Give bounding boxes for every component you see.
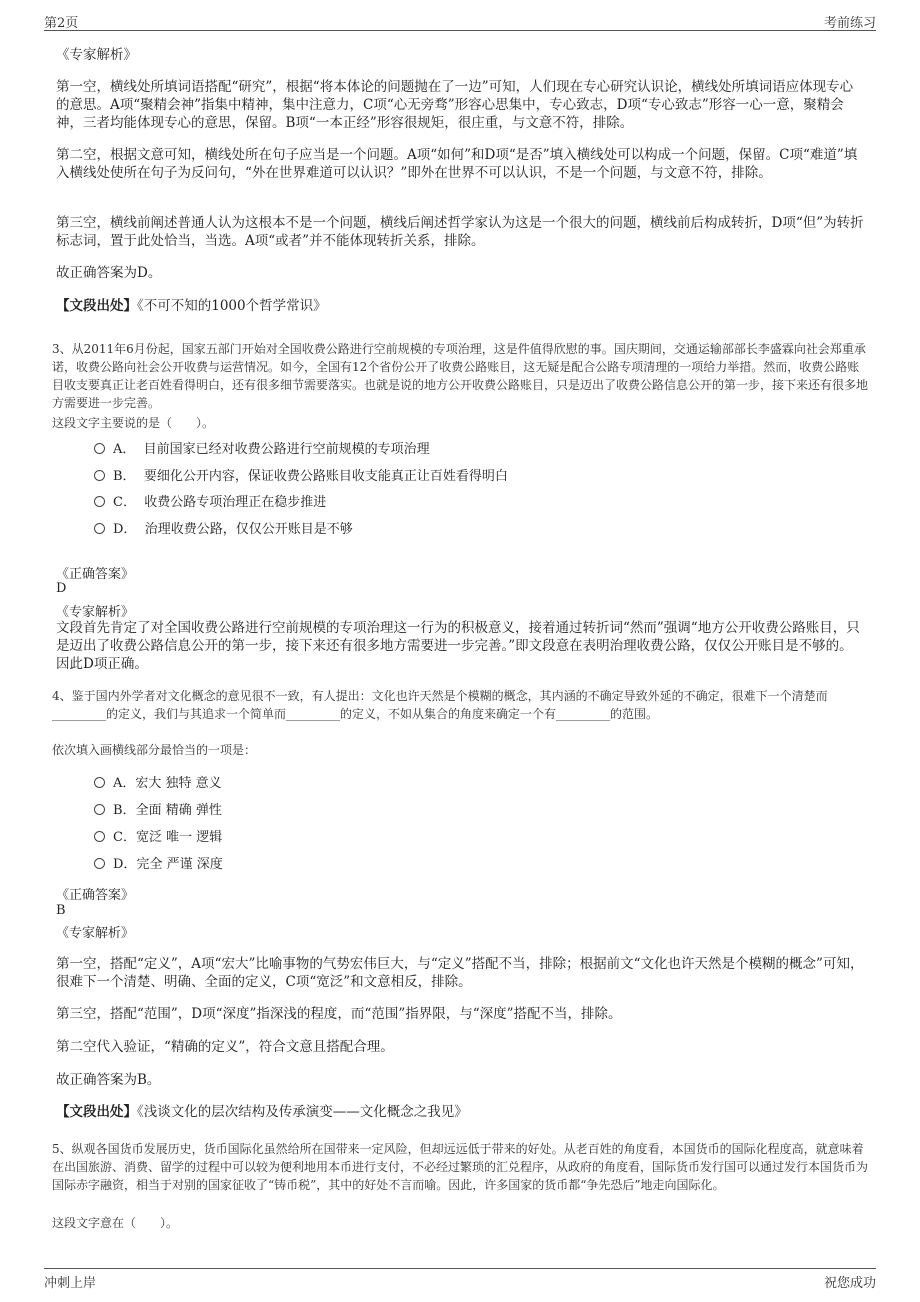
radio-icon[interactable] <box>94 496 105 507</box>
source <box>56 297 866 315</box>
page-footer <box>44 1268 876 1293</box>
question-prompt: 依次填入画横线部分最恰当的一项是： <box>52 743 257 757</box>
radio-icon[interactable] <box>94 804 105 815</box>
analysis-paragraph: 第三空，搭配“范围”，D项“深度”指深浅的程度，而“范围”指界限，与“深度”搭配不当，排除。 <box>56 1006 622 1022</box>
conclusion: 故正确答案为D。 <box>56 265 162 281</box>
radio-icon[interactable] <box>94 777 105 788</box>
option-c[interactable]: C．宽泛 唯一 逻辑 <box>94 829 222 847</box>
analysis-paragraph: 文段首先肯定了对全国收费公路进行空前规模的专项治理这一行为的积极意义，接着通过转折词“然而”强调“地方公开收费公路账目，只是迈出了收费公路信息公开的第一步，接下来还有很多地方需要进一步完善。”即文段意在表明治理收费公路，仅仅公开账目是不够的。因此D项正确。 <box>56 620 860 672</box>
source-text: 《浅谈文化的层次结构及传承演变——文化概念之我见》 <box>137 1104 468 1120</box>
analysis-paragraph: 第三空，横线前阐述普通人认为这根本不是一个问题，横线后阐述哲学家认为这是一个很大的问题，横线前后构成转折，D项“但”为转折标志词，置于此处恰当，当选。A项“或者”并不能体现转折关系，排除。 <box>56 215 864 249</box>
footer-right: 祝您成功 <box>823 1276 876 1291</box>
radio-icon[interactable] <box>94 470 105 481</box>
answer-value: D <box>56 581 67 596</box>
question-prompt: 这段文字意在（ ）。 <box>52 1216 179 1230</box>
conclusion: 故正确答案为B。 <box>56 1072 161 1088</box>
analysis-paragraph: 第二空，根据文意可知，横线处所在句子应当是一个问题。A项“如何”和D项“是否”填入横线处可以构成一个问题，保留。C项“难道”填入横线处使所在句子为反问句，“外在世界难道可以认识？”即外在世界不可以认识，不是一个问题，与文意不符，排除。 <box>56 147 858 181</box>
option-b[interactable]: B．全面 精确 弹性 <box>94 802 222 820</box>
option-a[interactable]: A．宏大 独特 意义 <box>94 775 222 793</box>
source-label: 【文段出处】 <box>56 298 137 314</box>
option-c[interactable]: C． 收费公路专项治理正在稳步推进 <box>94 494 326 512</box>
answer-value: B <box>56 903 66 918</box>
analysis-paragraph: 第一空，搭配“定义”，A项“宏大”比喻事物的气势宏伟巨大，与“定义”搭配不当，排除；根据前文“文化也许天然是个模糊的概念”可知，很难下一个清楚、明确、全面的定义，C项“宽泛”和文意相反，排除。 <box>56 956 864 990</box>
question-stem: 5、纵观各国货币发展历史，货币国际化虽然给所在国带来一定风险，但却远远低于带来的好处。从老百姓的角度看，本国货币的国际化程度高，就意味着在出国旅游、消费、留学的过程中可以较为便利地用本币进行支付，不必经过繁琐的汇兑程序，从政府的角度看，国际货币发行国可以通过发行本国货币为国际赤字融资，相当于对别的国家征收了“铸币税”，其中的好处不言而喻。因此，许多国家的货币都“争先恐后”地走向国际化。 <box>52 1142 869 1192</box>
option-d[interactable]: D． 治理收费公路，仅仅公开账目是不够 <box>94 521 353 539</box>
source-text: 《不可不知的1000个哲学常识》 <box>137 298 327 314</box>
analysis-label: 《专家解析》 <box>56 47 137 63</box>
question-prompt: 这段文字主要说的是（ ）。 <box>52 416 215 430</box>
analysis-paragraph: 第一空，横线处所填词语搭配“研究”，根据“将本体论的问题抛在了一边”可知，人们现在专心研究认识论，横线处所填词语应体现专心的意思。A项“聚精会神”指集中精神，集中注意力，C项“心无旁骛”形容心思集中，专心致志，D项“专心致志”形容一心一意，聚精会神，三者均能体现专心的意思，保留。B项“一本正经”形容很规矩，很庄重，与文意不符，排除。 <box>56 79 854 131</box>
source-label: 【文段出处】 <box>56 1104 137 1120</box>
question-stem: 4、鉴于国内外学者对文化概念的意见很不一致，有人提出：文化也许天然是个模糊的概念，其内涵的不确定导致外延的不确定，很难下一个清楚而_________的定义，我们与其追求一个简单而_________的定义，不如从集合的角度来确定一个有_________的范围。 <box>52 689 828 721</box>
option-d[interactable]: D．完全 严谨 深度 <box>94 856 223 874</box>
radio-icon[interactable] <box>94 831 105 842</box>
radio-icon[interactable] <box>94 443 105 454</box>
page-header <box>44 10 876 31</box>
option-b[interactable]: B． 要细化公开内容，保证收费公路账目收支能真正让百姓看得明白 <box>94 468 508 486</box>
option-a[interactable]: A． 目前国家已经对收费公路进行空前规模的专项治理 <box>94 441 430 459</box>
answer-label: 《正确答案》 <box>56 567 135 582</box>
radio-icon[interactable] <box>94 523 105 534</box>
footer-left: 冲刺上岸 <box>44 1276 97 1291</box>
header-title: 考前练习 <box>823 16 876 31</box>
analysis-label: 《专家解析》 <box>56 605 135 620</box>
answer-label: 《正确答案》 <box>56 888 135 903</box>
radio-icon[interactable] <box>94 858 105 869</box>
question-stem: 3、从2011年6月份起，国家五部门开始对全国收费公路进行空前规模的专项治理，这是件值得欣慰的事。国庆期间，交通运输部部长李盛霖向社会郑重承诺，收费公路向社会公开收费与运营情况。如今，全国有12个省份公开了收费公路账目，这无疑是配合公路专项清理的一项给力举措。然而，收费公路账目收支要真正让老百姓看得明白，还有很多细节需要落实。也就是说的地方公开收费公路账目，只是迈出了收费公路信息公开的第一步，接下来还有很多地方需要进一步完善。 <box>52 342 869 410</box>
page-number: 第2页 <box>44 16 79 31</box>
source <box>56 1103 866 1121</box>
analysis-label: 《专家解析》 <box>56 926 135 941</box>
analysis-paragraph: 第二空代入验证，“精确的定义”，符合文意且搭配合理。 <box>56 1039 394 1055</box>
